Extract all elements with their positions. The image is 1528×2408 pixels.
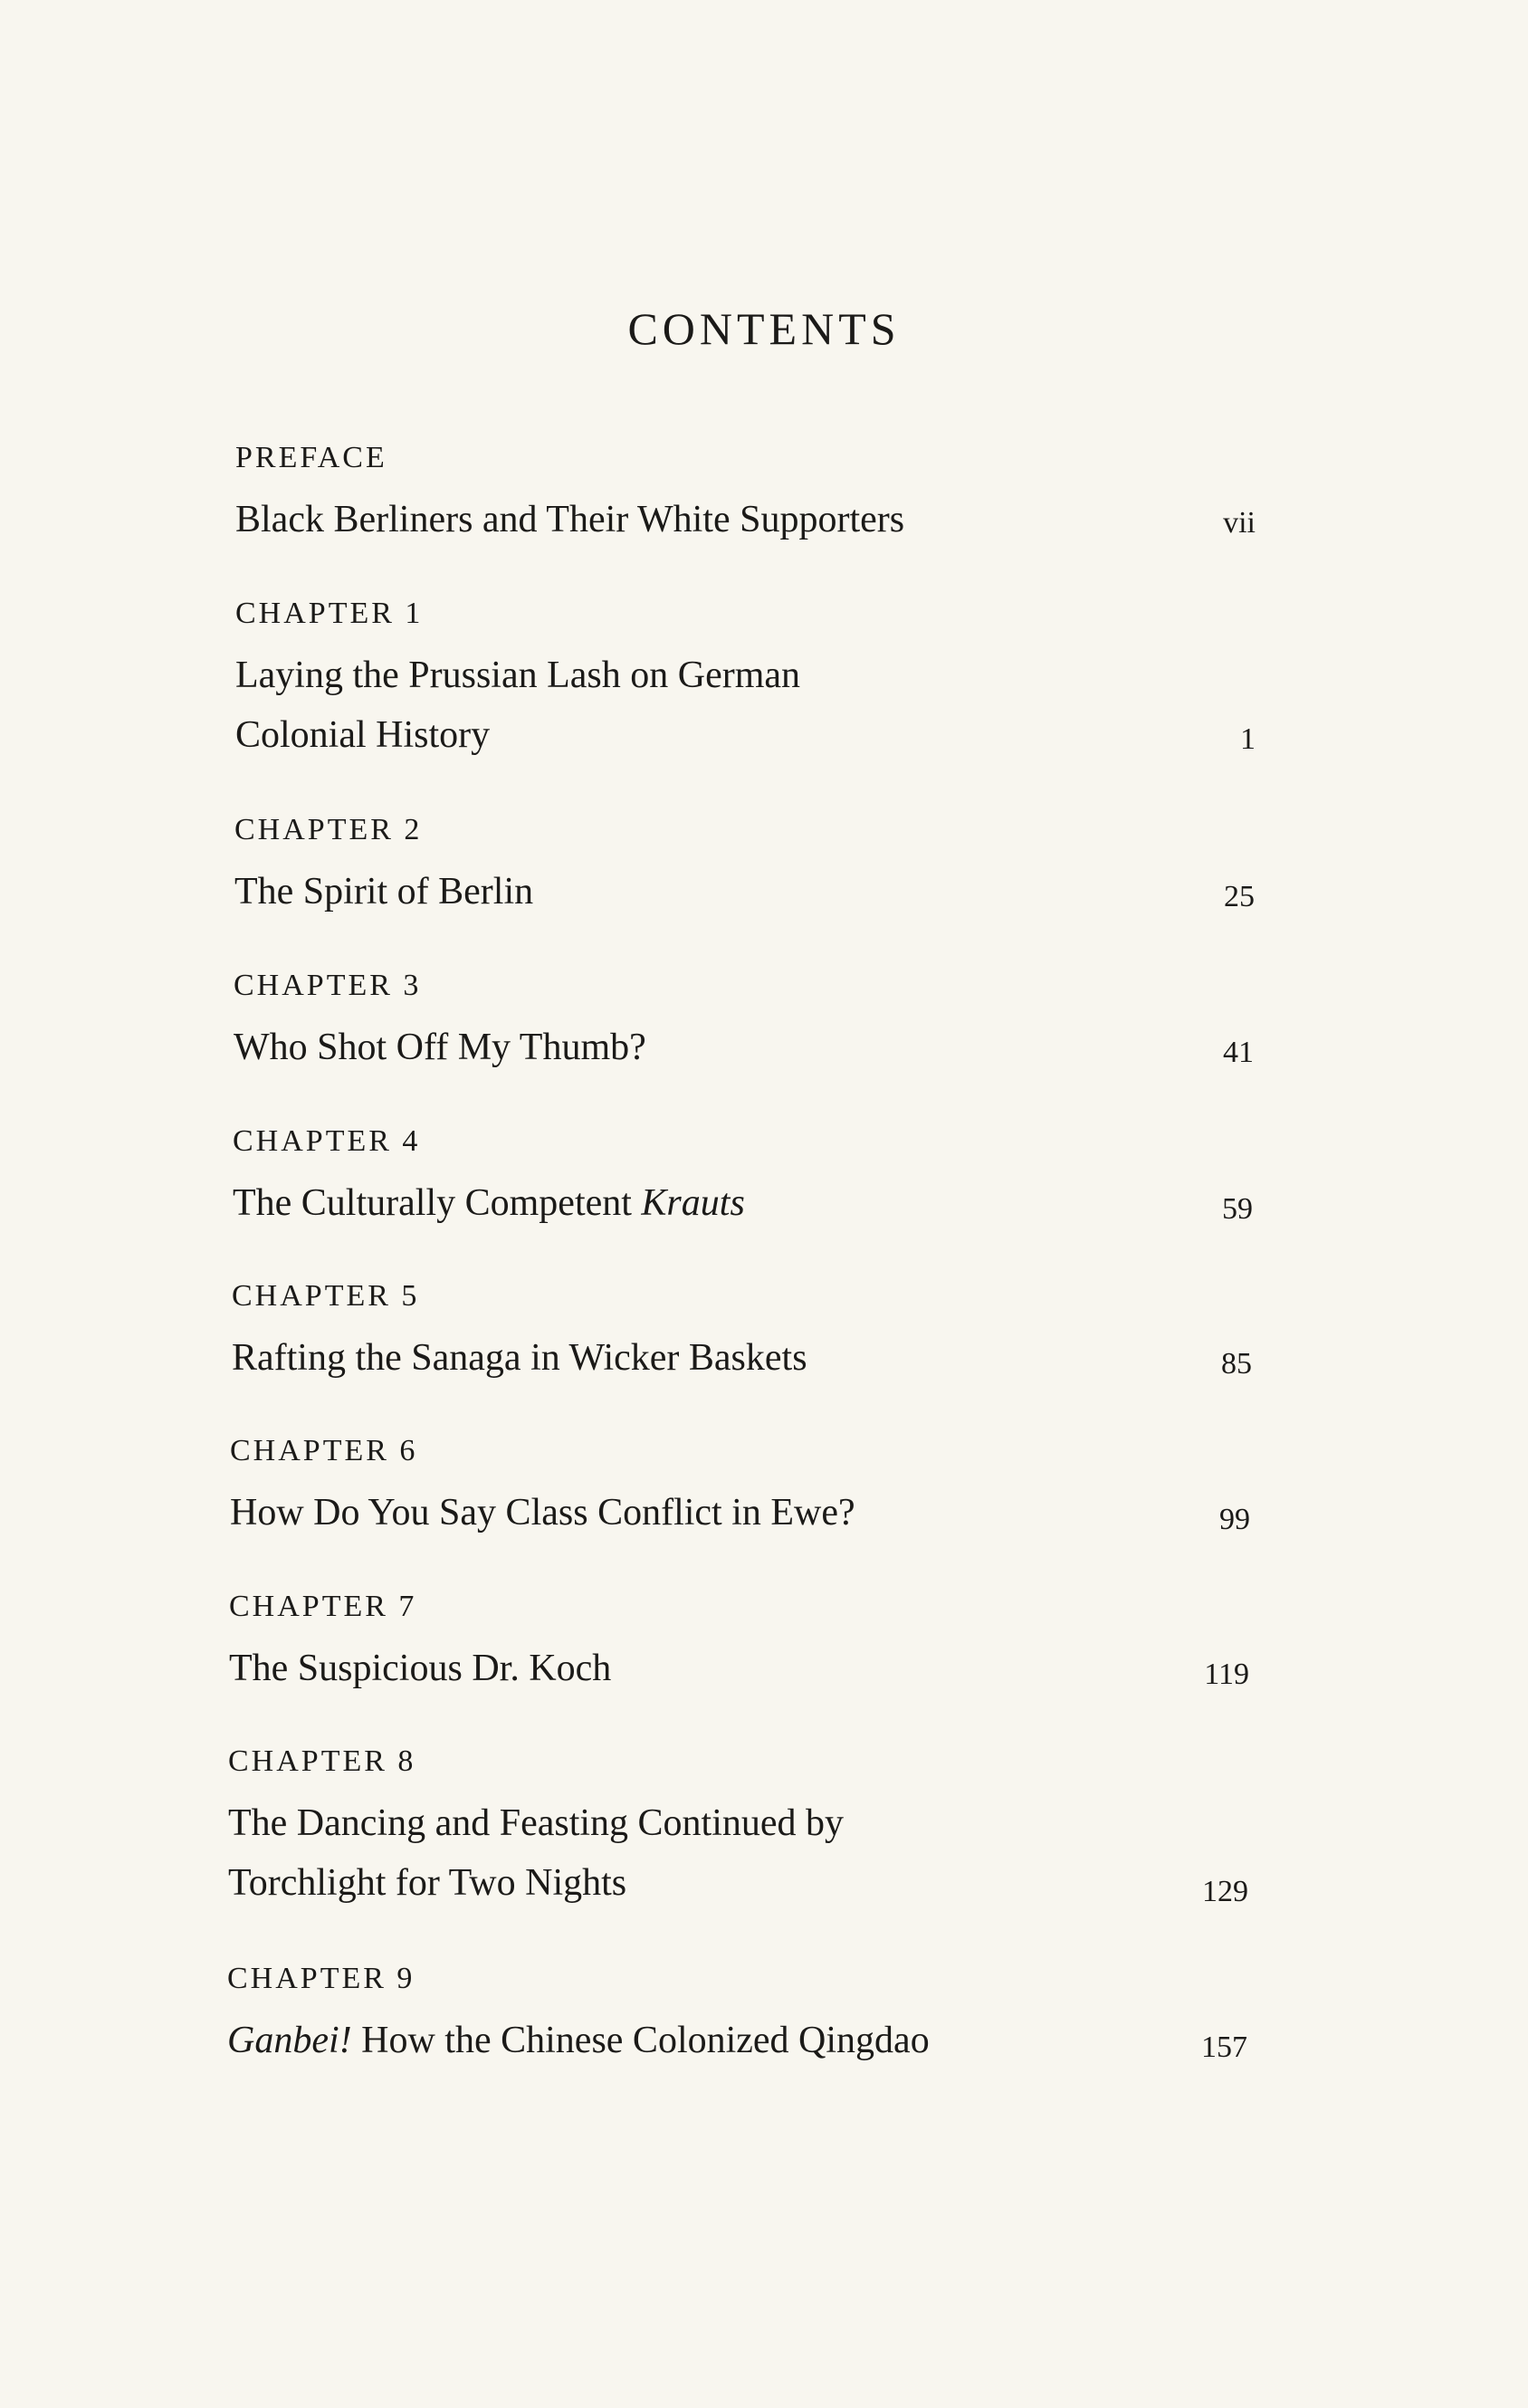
contents-heading: CONTENTS [627,303,901,354]
entry-title-italic: Ganbei! [227,2020,352,2061]
entry-page-number: 25 [1224,880,1255,913]
entry-title: The Suspicious Dr. Koch [229,1648,612,1689]
entry-page-number: 59 [1222,1192,1253,1226]
entry-label: CHAPTER 3 [234,969,422,1002]
entry-page-number: 85 [1221,1347,1252,1381]
entry-label: CHAPTER 2 [234,813,423,846]
entry-title: Black Berliners and Their White Supporters [235,499,905,540]
entry-title-plain: The Culturally Competent [233,1182,642,1224]
entry-page-number: vii [1223,506,1256,540]
entry-title-italic: Krauts [641,1182,745,1224]
entry-page-number: 119 [1204,1658,1249,1691]
entry-page-number: 41 [1223,1036,1254,1069]
entry-label: CHAPTER 1 [235,597,424,630]
entry-title: How Do You Say Class Conflict in Ewe? [230,1492,855,1534]
entry-label: CHAPTER 6 [230,1434,418,1467]
entry-page-number: 99 [1219,1503,1250,1536]
entry-page-number: 129 [1202,1875,1248,1908]
entry-label: CHAPTER 4 [233,1124,421,1158]
entry-title-line-2: Colonial History [235,714,491,756]
entry-label: PREFACE [235,441,387,474]
entry-title-line-1: The Dancing and Feasting Continued by [228,1802,845,1844]
entry-label: CHAPTER 7 [229,1590,417,1623]
entry-title-line-2: Torchlight for Two Nights [228,1862,627,1904]
entry-label: CHAPTER 8 [228,1744,416,1778]
entry-label: CHAPTER 5 [232,1279,420,1313]
entry-title-plain: How the Chinese Colonized Qingdao [351,2020,930,2061]
entry-page-number: 1 [1240,722,1256,756]
entry-page-number: 157 [1201,2031,1247,2064]
entry-title-line-1: Laying the Prussian Lash on German [235,655,801,696]
entry-title: Rafting the Sanaga in Wicker Baskets [232,1337,807,1379]
entry-title: Who Shot Off My Thumb? [234,1027,646,1068]
entry-title: The Spirit of Berlin [234,871,534,913]
entry-label: CHAPTER 9 [227,1962,415,1995]
